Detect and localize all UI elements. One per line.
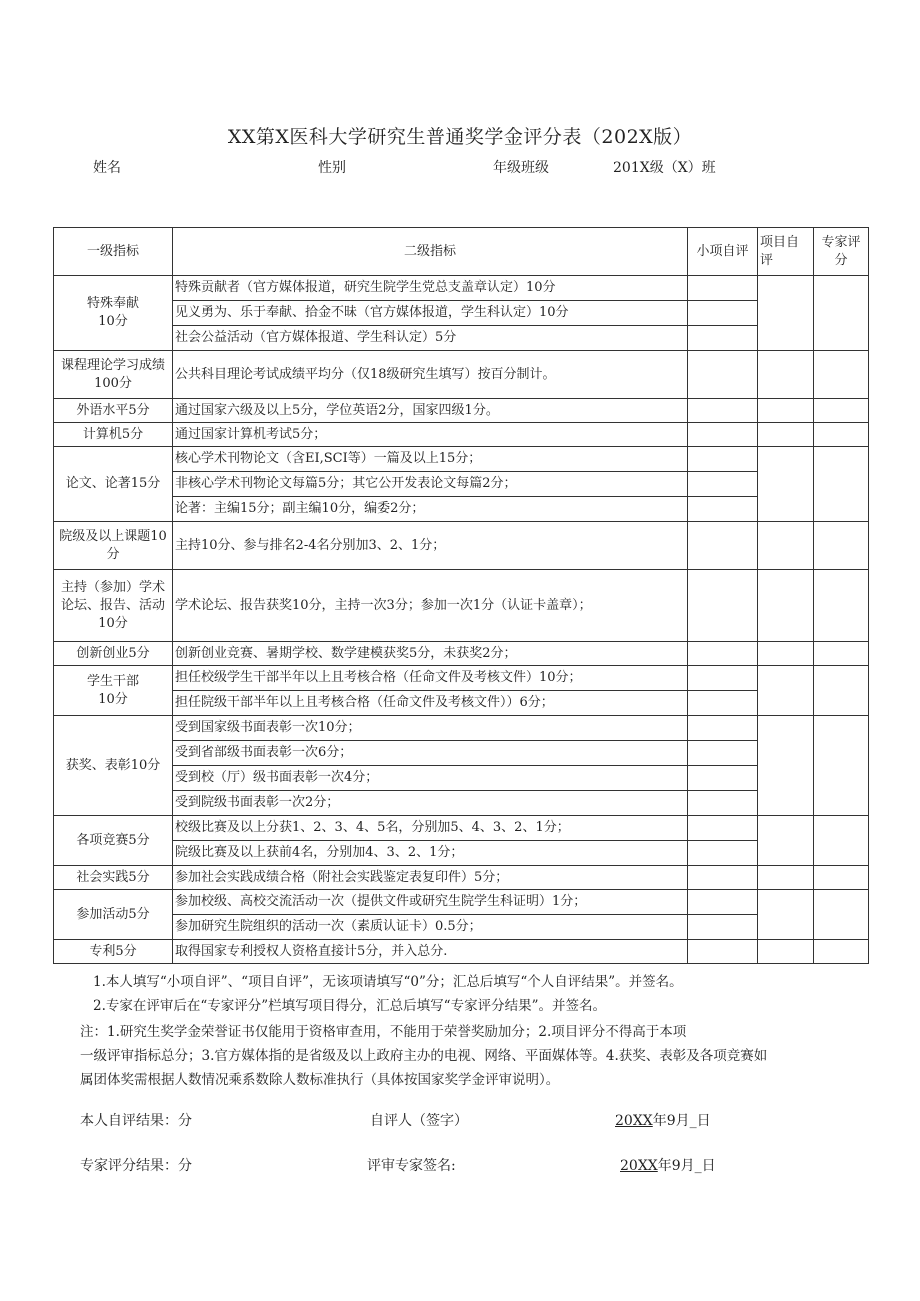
item-self-score-cell[interactable] [688,276,758,301]
secondary-indicator-cell: 学术论坛、报告获奖10分，主持一次3分；参加一次1分（认证卡盖章）； [173,570,688,642]
item-self-score-cell[interactable] [688,642,758,666]
secondary-indicator-cell: 公共科目理论考试成绩平均分（仅18级研究生填写）按百分制计。 [173,351,688,399]
table-row [54,276,869,301]
expert-score-cell[interactable] [814,816,869,866]
table-row [54,940,869,964]
secondary-indicator-cell: 担任校级学生干部半年以上且考核合格（任命文件及考核文件）10分； [173,666,688,691]
project-self-score-cell[interactable] [758,716,814,816]
header-item-self-score: 小项自评 [688,228,758,276]
secondary-indicator-cell: 受到校（厅）级书面表彰一次4分； [173,766,688,791]
expert-result-label: 专家评分结果：分 [80,1158,192,1174]
note-line-3: 注：1.研究生奖学金荣誉证书仅能用于资格审查用，不能用于荣誉奖励加分；2.项目评分不得高于本项 [80,1024,687,1040]
gender-label: 性别 [318,160,346,176]
expert-score-cell[interactable] [814,447,869,522]
expert-score-cell[interactable] [814,890,869,940]
self-date-year: 20XX [615,1113,653,1129]
project-self-score-cell[interactable] [758,940,814,964]
secondary-indicator-cell: 主持10分、参与排名2-4名分别加3、2、1分； [173,522,688,570]
item-self-score-cell[interactable] [688,351,758,399]
table-row [54,399,869,423]
grade-label: 年级班级 [493,160,549,176]
item-self-score-cell[interactable] [688,447,758,472]
expert-date-year: 20XX [620,1158,658,1174]
item-self-score-cell[interactable] [688,741,758,766]
table-row [54,915,869,940]
table-row [54,301,869,326]
primary-indicator-cell: 创新创业5分 [54,642,173,666]
expert-score-cell[interactable] [814,940,869,964]
secondary-indicator-cell: 院级比赛及以上获前4名，分别加4、3、2、1分； [173,841,688,866]
primary-indicator-cell: 参加活动5分 [54,890,173,940]
table-row [54,666,869,691]
project-self-score-cell[interactable] [758,666,814,716]
secondary-indicator-cell: 论著：主编15分；副主编10分，编委2分； [173,497,688,522]
project-self-score-cell[interactable] [758,570,814,642]
item-self-score-cell[interactable] [688,915,758,940]
item-self-score-cell[interactable] [688,497,758,522]
primary-indicator-cell: 计算机5分 [54,423,173,447]
expert-date-rest: 年9月_日 [657,1158,716,1174]
item-self-score-cell[interactable] [688,841,758,866]
secondary-indicator-cell: 参加校级、高校交流活动一次（提供文件或研究生院学生科证明）1分； [173,890,688,915]
score-table-body [54,228,869,964]
table-row [54,326,869,351]
item-self-score-cell[interactable] [688,399,758,423]
project-self-score-cell[interactable] [758,522,814,570]
project-self-score-cell[interactable] [758,447,814,522]
secondary-indicator-cell: 受到院级书面表彰一次2分； [173,791,688,816]
table-row [54,890,869,915]
expert-score-cell[interactable] [814,399,869,423]
primary-indicator-cell: 课程理论学习成绩100分 [54,351,173,399]
project-self-score-cell[interactable] [758,866,814,890]
primary-indicator-cell: 外语水平5分 [54,399,173,423]
self-result-label: 本人自评结果：分 [80,1113,192,1129]
note-line-4: 一级评审指标总分；3.官方媒体指的是省级及以上政府主办的电视、网络、平面媒体等。4.获奖、表彰及各项竞赛如 [80,1048,768,1064]
expert-signature-label: 评审专家签名: [367,1158,456,1174]
project-self-score-cell[interactable] [758,351,814,399]
table-row [54,716,869,741]
item-self-score-cell[interactable] [688,301,758,326]
expert-score-cell[interactable] [814,351,869,399]
self-signature-label: 自评人（签字） [370,1113,468,1129]
primary-indicator-cell: 主持（参加）学术论坛、报告、活动10分 [54,570,173,642]
table-row [54,816,869,841]
secondary-indicator-cell: 参加社会实践成绩合格（附社会实践鉴定表复印件）5分； [173,866,688,890]
secondary-indicator-cell: 创新创业竞赛、暑期学校、数学建模获奖5分，未获奖2分； [173,642,688,666]
primary-indicator-cell: 社会实践5分 [54,866,173,890]
secondary-indicator-cell: 校级比赛及以上分获1、2、3、4、5名，分别加5、4、3、2、1分； [173,816,688,841]
self-date [615,1110,711,1130]
note-line-5: 属团体奖需根据人数情况乘系数除人数标准执行（具体按国家奖学金评审说明）。 [80,1072,560,1088]
table-row [54,423,869,447]
expert-date [620,1155,716,1175]
secondary-indicator-cell: 通过国家六级及以上5分，学位英语2分，国家四级1分。 [173,399,688,423]
secondary-indicator-cell: 通过国家计算机考试5分； [173,423,688,447]
item-self-score-cell[interactable] [688,522,758,570]
table-row [54,570,869,642]
header-row [54,228,869,276]
expert-score-cell[interactable] [814,666,869,716]
secondary-indicator-cell: 核心学术刊物论文（含EI,SCI等）一篇及以上15分； [173,447,688,472]
item-self-score-cell[interactable] [688,940,758,964]
item-self-score-cell[interactable] [688,570,758,642]
project-self-score-cell[interactable] [758,816,814,866]
score-table [53,227,869,964]
table-row [54,866,869,890]
table-row [54,497,869,522]
expert-score-cell[interactable] [814,716,869,816]
secondary-indicator-cell: 见义勇为、乐于奉献、拾金不昧（官方媒体报道，学生科认定）10分 [173,301,688,326]
item-self-score-cell[interactable] [688,691,758,716]
primary-indicator-cell: 院级及以上课题10分 [54,522,173,570]
expert-score-cell[interactable] [814,866,869,890]
secondary-indicator-cell: 担任院级干部半年以上且考核合格（任命文件及考核文件））6分； [173,691,688,716]
primary-indicator-cell: 特殊奉献 10分 [54,276,173,351]
secondary-indicator-cell: 受到国家级书面表彰一次10分； [173,716,688,741]
table-row [54,642,869,666]
expert-score-cell[interactable] [814,522,869,570]
item-self-score-cell[interactable] [688,326,758,351]
table-row [54,472,869,497]
secondary-indicator-cell: 参加研究生院组织的活动一次（素质认证卡）0.5分； [173,915,688,940]
expert-score-cell[interactable] [814,642,869,666]
project-self-score-cell[interactable] [758,399,814,423]
table-row [54,741,869,766]
table-row [54,841,869,866]
secondary-indicator-cell: 取得国家专利授权人资格直接计5分，并入总分. [173,940,688,964]
secondary-indicator-cell: 非核心学术刊物论文每篇5分；其它公开发表论文每篇2分； [173,472,688,497]
project-self-score-cell[interactable] [758,276,814,351]
grade-value: 201X级（X）班 [613,160,716,176]
expert-score-cell[interactable] [814,423,869,447]
expert-score-cell[interactable] [814,276,869,351]
table-row [54,351,869,399]
table-row [54,791,869,816]
header-primary-indicator: 一级指标 [54,228,173,276]
table-row [54,691,869,716]
table-row [54,447,869,472]
note-line-2: 2.专家在评审后在“专家评分”栏填写项目得分，汇总后填写“专家评分结果”。并签名。 [93,998,606,1014]
expert-score-cell[interactable] [814,570,869,642]
item-self-score-cell[interactable] [688,816,758,841]
note-line-1: 1.本人填写“小项自评”、“项目自评”，无该项请填写“0”分；汇总后填写“个人自评结果”。并签名。 [93,974,683,990]
self-date-rest: 年9月_日 [652,1113,711,1129]
item-self-score-cell[interactable] [688,716,758,741]
primary-indicator-cell: 获奖、表彰10分 [54,716,173,816]
item-self-score-cell[interactable] [688,791,758,816]
page-title: XX第X医科大学研究生普通奖学金评分表（202X版） [227,126,693,148]
header-expert-score: 专家评分 [814,228,869,276]
name-label: 姓名 [93,160,121,176]
primary-indicator-cell: 各项竞赛5分 [54,816,173,866]
item-self-score-cell[interactable] [688,766,758,791]
table-row [54,766,869,791]
primary-indicator-cell: 学生干部 10分 [54,666,173,716]
project-self-score-cell[interactable] [758,423,814,447]
table-row [54,522,869,570]
header-secondary-indicator: 二级指标 [173,228,688,276]
secondary-indicator-cell: 特殊贡献者（官方媒体报道，研究生院学生党总支盖章认定）10分 [173,276,688,301]
project-self-score-cell[interactable] [758,890,814,940]
item-self-score-cell[interactable] [688,423,758,447]
project-self-score-cell[interactable] [758,642,814,666]
secondary-indicator-cell: 受到省部级书面表彰一次6分； [173,741,688,766]
item-self-score-cell[interactable] [688,472,758,497]
item-self-score-cell[interactable] [688,666,758,691]
secondary-indicator-cell: 社会公益活动（官方媒体报道、学生科认定）5分 [173,326,688,351]
item-self-score-cell[interactable] [688,890,758,915]
primary-indicator-cell: 专利5分 [54,940,173,964]
primary-indicator-cell: 论文、论著15分 [54,447,173,522]
item-self-score-cell[interactable] [688,866,758,890]
header-project-self-score: 项目自评 [758,228,814,276]
